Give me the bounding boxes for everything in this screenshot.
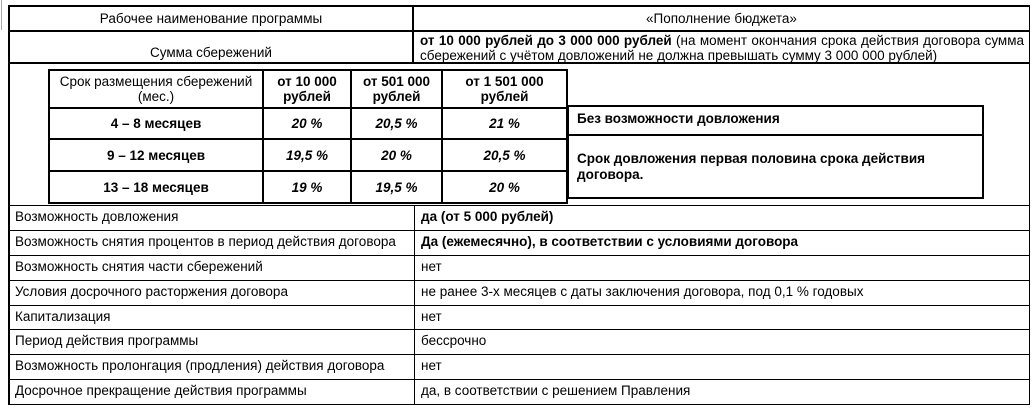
savings-sum-note: (на момент окончания срока действия договора сумма сбережений с учётом довложений не должна превышать сумму 3 000 000 рублей) <box>420 33 1024 63</box>
table-row <box>10 230 1029 255</box>
rate-cell: 19,5 % <box>262 138 350 170</box>
page-edge-line <box>1 0 2 30</box>
rate-row-term: 9 – 12 месяцев <box>50 138 262 170</box>
table-row <box>10 280 1029 305</box>
detail-value: да, в соответствии с решением Правления <box>421 383 691 399</box>
savings-sum-label: Сумма сбережений <box>10 32 414 62</box>
savings-sum-range: от 10 000 рублей до 3 000 000 рублей <box>420 33 672 48</box>
rate-cell: 20 % <box>262 107 350 138</box>
rate-cell: 20,5 % <box>441 138 566 170</box>
detail-label: Досрочное прекращение действия программы <box>10 380 415 404</box>
row-rates <box>10 64 1029 205</box>
row-savings-sum <box>10 32 1029 64</box>
table-row <box>10 354 1029 379</box>
rate-cell: 21 % <box>441 107 566 138</box>
rate-cell: 20,5 % <box>350 107 441 138</box>
detail-value: да (от 5 000 рублей) <box>421 209 554 224</box>
detail-label: Возможность довложения <box>10 206 415 230</box>
table-row <box>10 379 1029 404</box>
addition-term-note: Срок довложения первая половина срока действия договора. <box>577 150 926 182</box>
detail-value: нет <box>421 308 442 324</box>
detail-label: Условия досрочного расторжения договора <box>10 281 415 305</box>
rate-header-tier2: от 501 000 рублей <box>350 71 441 107</box>
program-name-value: «Пополнение бюджета» <box>646 11 797 26</box>
detail-label: Возможность снятия части сбережений <box>10 256 415 280</box>
rate-header-tier1: от 10 000 рублей <box>262 71 350 107</box>
detail-label: Период действия программы <box>10 330 415 354</box>
rate-header-tier3: от 1 501 000 рублей <box>441 71 566 107</box>
detail-label: Возможность пролонгация (продления) действия договора <box>10 355 415 379</box>
table-row <box>10 305 1029 330</box>
rate-cell: 20 % <box>441 170 566 202</box>
rate-cell: 20 % <box>350 138 441 170</box>
addition-notes-box <box>567 105 984 199</box>
details-section <box>10 205 1029 404</box>
rate-cell: 19,5 % <box>350 170 441 202</box>
detail-value: Да (ежемесячно), в соответствии с условиями договора <box>421 233 799 249</box>
rate-row-term: 13 – 18 месяцев <box>50 170 262 202</box>
savings-program-table <box>8 5 1030 405</box>
detail-label: Капитализация <box>10 306 415 330</box>
detail-value: нет <box>421 258 442 274</box>
table-row <box>10 329 1029 354</box>
rate-table <box>48 69 568 204</box>
row-program-name <box>10 7 1029 32</box>
table-row <box>10 206 1029 230</box>
table-row <box>10 255 1029 280</box>
rate-header-term: Срок размещения сбережений (мес.) <box>59 74 253 104</box>
rate-cell: 19 % <box>262 170 350 202</box>
detail-value: нет <box>421 358 442 374</box>
detail-label: Возможность снятия процентов в период действия договора <box>10 231 415 255</box>
no-addition-note: Без возможности довложения <box>569 107 982 136</box>
rate-row-term: 4 – 8 месяцев <box>50 107 262 138</box>
savings-sum-value <box>414 32 1029 62</box>
program-name-label: Рабочее наименование программы <box>10 7 414 30</box>
detail-value: не ранее 3-х месяцев с даты заключения договора, под 0,1 % годовых <box>421 283 864 299</box>
detail-value: бессрочно <box>421 333 487 349</box>
